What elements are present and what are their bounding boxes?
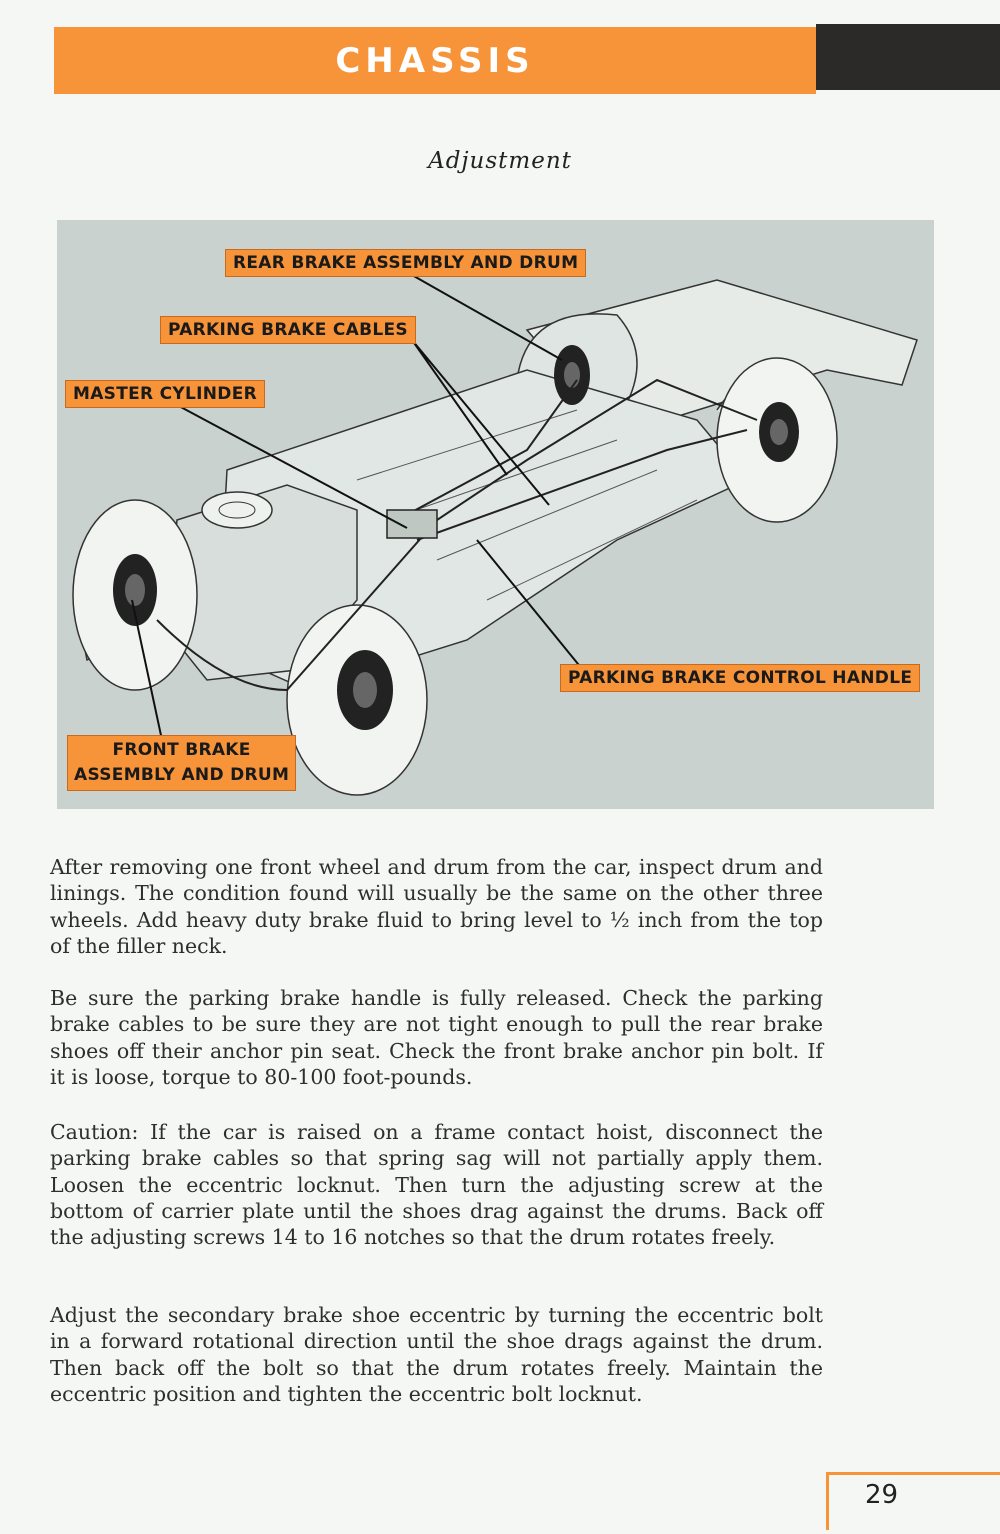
callout-parking-brake-cables: PARKING BRAKE CABLES [160, 316, 416, 344]
callout-front-brake-line2: ASSEMBLY AND DRUM [74, 765, 290, 785]
paragraph-3: Caution: If the car is raised on a frame contact hoist, disconnect the parking brake cables so that spring sag will not partially apply them. Loosen the eccentric locknut. Then turn the adjusting screw at the bottom of carrier plate until the shoes drag against the drums. Back off the adjusting screws 14 to 16 notches so that the drum rotates freely. [50, 1120, 823, 1250]
page-number: 29 [865, 1480, 899, 1510]
chassis-illustration [57, 220, 934, 809]
callout-parking-brake-control-handle: PARKING BRAKE CONTROL HANDLE [560, 664, 920, 692]
paragraph-1: After removing one front wheel and drum from the car, inspect drum and linings. The condition found will usually be the same on the other three wheels. Add heavy duty brake fluid to bring level to ½ inch from the top of the filler neck. [50, 855, 823, 958]
paragraph-2: Be sure the parking brake handle is fully released. Check the parking brake cables to be sure they are not tight enough to pull the rear brake shoes off their anchor pin seat. Check the front brake anchor pin bolt. If it is loose, torque to 80-100 foot-pounds. [50, 986, 823, 1089]
leader-rear-brake [412, 275, 562, 360]
chassis-drawing [57, 220, 934, 809]
callout-rear-brake: REAR BRAKE ASSEMBLY AND DRUM [225, 249, 586, 277]
section-title: CHASSIS [335, 40, 535, 81]
section-header-bar [54, 27, 816, 94]
air-cleaner [202, 492, 272, 528]
master-cylinder-part [387, 510, 437, 538]
page-number-box [826, 1472, 1000, 1530]
callout-front-brake [67, 735, 296, 791]
callout-master-cylinder: MASTER CYLINDER [65, 380, 265, 408]
paragraph-4: Adjust the secondary brake shoe eccentric by turning the eccentric bolt in a forward rotational direction until the shoe drags against the drum. Then back off the bolt so that the drum rotates freely. Maintain the eccentric position and tighten the eccentric bolt locknut. [50, 1303, 823, 1406]
callout-front-brake-line1: FRONT BRAKE [112, 740, 251, 760]
header-dark-tab [816, 24, 1000, 90]
page-subtitle: Adjustment [428, 148, 572, 174]
